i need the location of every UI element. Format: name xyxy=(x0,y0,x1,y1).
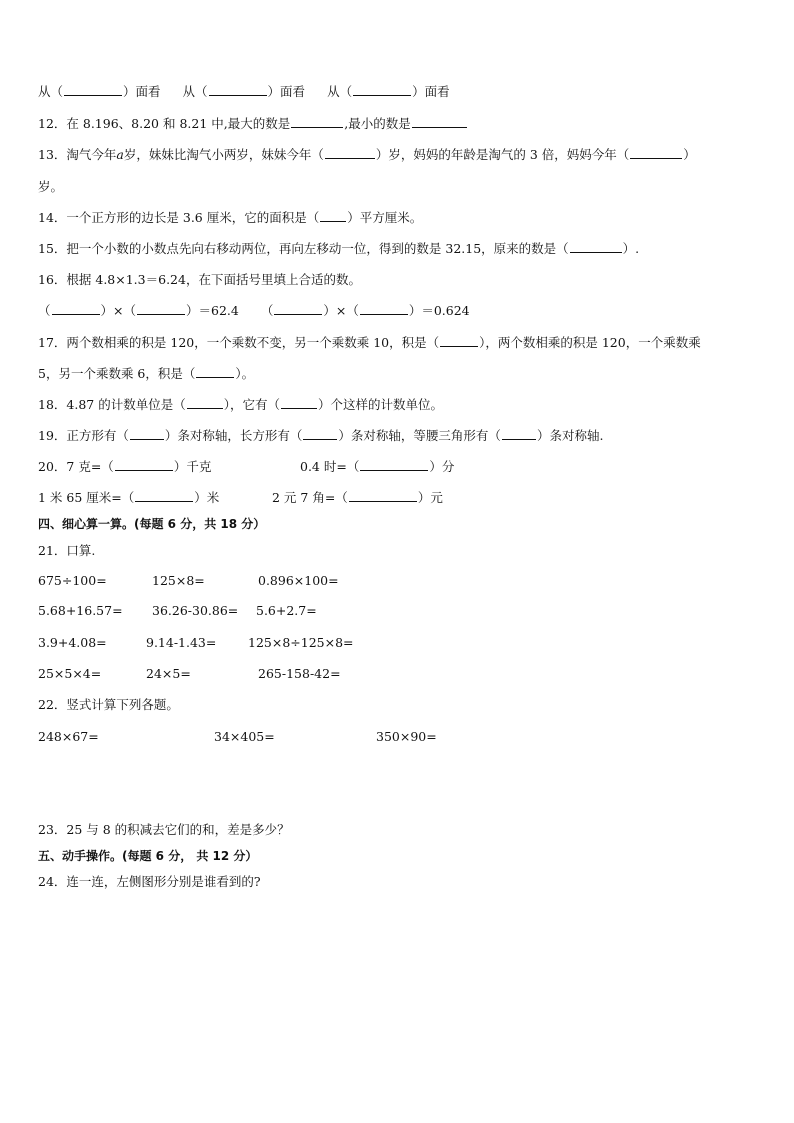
question-20-line1b: 0.4 时=（ ）分 xyxy=(300,459,455,474)
answer-blank[interactable] xyxy=(196,376,234,378)
answer-blank[interactable] xyxy=(137,313,185,315)
question-13-cont: 岁。 xyxy=(38,179,64,194)
question-12: 12．在 8.196、8.20 和 8.21 中,最大的数是 ,最小的数是 xyxy=(38,116,468,132)
answer-blank[interactable] xyxy=(570,251,622,253)
answer-blank[interactable] xyxy=(291,126,343,128)
question-20-line2: 1 米 65 厘米=（ ）米 xyxy=(38,490,220,505)
question-20-line1: 20．7 克=（ ）千克 xyxy=(38,459,212,474)
q11-view-row: 从（ ）面看 从（ ）面看 从（ ）面看 xyxy=(38,84,450,99)
answer-blank[interactable] xyxy=(135,500,193,502)
answer-blank[interactable] xyxy=(360,469,428,471)
question-16-equations: （ ）×（ ）＝62.4 （ ）×（ ）＝0.624 xyxy=(38,303,470,318)
question-20-line2b: 2 元 7 角=（ ）元 xyxy=(272,490,443,505)
answer-blank[interactable] xyxy=(502,438,536,440)
section-5-heading: 五、动手操作。(每题 6 分， 共 12 分） xyxy=(38,849,258,863)
calc-item: 125×8= xyxy=(152,573,205,588)
answer-blank[interactable] xyxy=(440,345,478,347)
calc-item: 675÷100= xyxy=(38,573,107,588)
answer-blank[interactable] xyxy=(281,407,317,409)
question-22-title: 22．竖式计算下列各题。 xyxy=(38,697,179,712)
vertical-calc-item: 34×405= xyxy=(214,729,275,744)
answer-blank[interactable] xyxy=(115,469,173,471)
answer-blank[interactable] xyxy=(353,94,411,96)
answer-blank[interactable] xyxy=(64,94,122,96)
calc-item: 5.6+2.7= xyxy=(256,603,317,618)
answer-blank[interactable] xyxy=(630,157,682,159)
calc-item: 5.68+16.57= xyxy=(38,603,123,618)
answer-blank[interactable] xyxy=(303,438,337,440)
calc-item: 265-158-42= xyxy=(258,666,341,681)
calc-item: 24×5= xyxy=(146,666,191,681)
question-18: 18．4.87 的计数单位是（ ），它有（ ）个这样的计数单位。 xyxy=(38,397,443,412)
answer-blank[interactable] xyxy=(412,126,467,128)
answer-blank[interactable] xyxy=(130,438,164,440)
question-23: 23．25 与 8 的积减去它们的和，差是多少？ xyxy=(38,822,290,837)
answer-blank[interactable] xyxy=(325,157,375,159)
answer-blank[interactable] xyxy=(274,313,322,315)
calc-item: 25×5×4= xyxy=(38,666,102,681)
calc-item: 0.896×100= xyxy=(258,573,339,588)
question-21-title: 21．口算. xyxy=(38,543,96,558)
question-17: 17．两个数相乘的积是 120，一个乘数不变，另一个乘数乘 10，积是（ ），两个数相乘的积是 120，一个乘数乘 xyxy=(38,335,701,350)
vertical-calc-item: 350×90= xyxy=(376,729,437,744)
vertical-calc-item: 248×67= xyxy=(38,729,99,744)
question-13: 13．淘气今年a岁，妹妹比淘气小两岁，妹妹今年（ ）岁，妈妈的年龄是淘气的 3 倍，妈妈今年（ ） xyxy=(38,147,696,162)
calc-item: 125×8÷125×8= xyxy=(248,635,354,650)
question-16: 16．根据 4.8×1.3＝6.24，在下面括号里填上合适的数。 xyxy=(38,272,361,287)
answer-blank[interactable] xyxy=(360,313,408,315)
question-19: 19．正方形有（ ）条对称轴，长方形有（ ）条对称轴，等腰三角形有（ ）条对称轴. xyxy=(38,428,604,443)
calc-item: 36.26-30.86= xyxy=(152,603,239,618)
answer-blank[interactable] xyxy=(187,407,223,409)
calc-item: 9.14-1.43= xyxy=(146,635,217,650)
question-15: 15．把一个小数的小数点先向右移动两位，再向左移动一位，得到的数是 32.15，原来的数是（ ）. xyxy=(38,241,640,256)
question-14: 14．一个正方形的边长是 3.6 厘米，它的面积是（ ）平方厘米。 xyxy=(38,210,423,225)
question-24: 24．连一连，左侧图形分别是谁看到的? xyxy=(38,874,261,889)
answer-blank[interactable] xyxy=(349,500,417,502)
question-17-cont: 5，另一个乘数乘 6，积是（ ）。 xyxy=(38,366,255,381)
section-4-heading: 四、细心算一算。(每题 6 分，共 18 分） xyxy=(38,517,266,531)
answer-blank[interactable] xyxy=(209,94,267,96)
calc-item: 3.9+4.08= xyxy=(38,635,107,650)
answer-blank[interactable] xyxy=(320,220,346,222)
answer-blank[interactable] xyxy=(52,313,100,315)
